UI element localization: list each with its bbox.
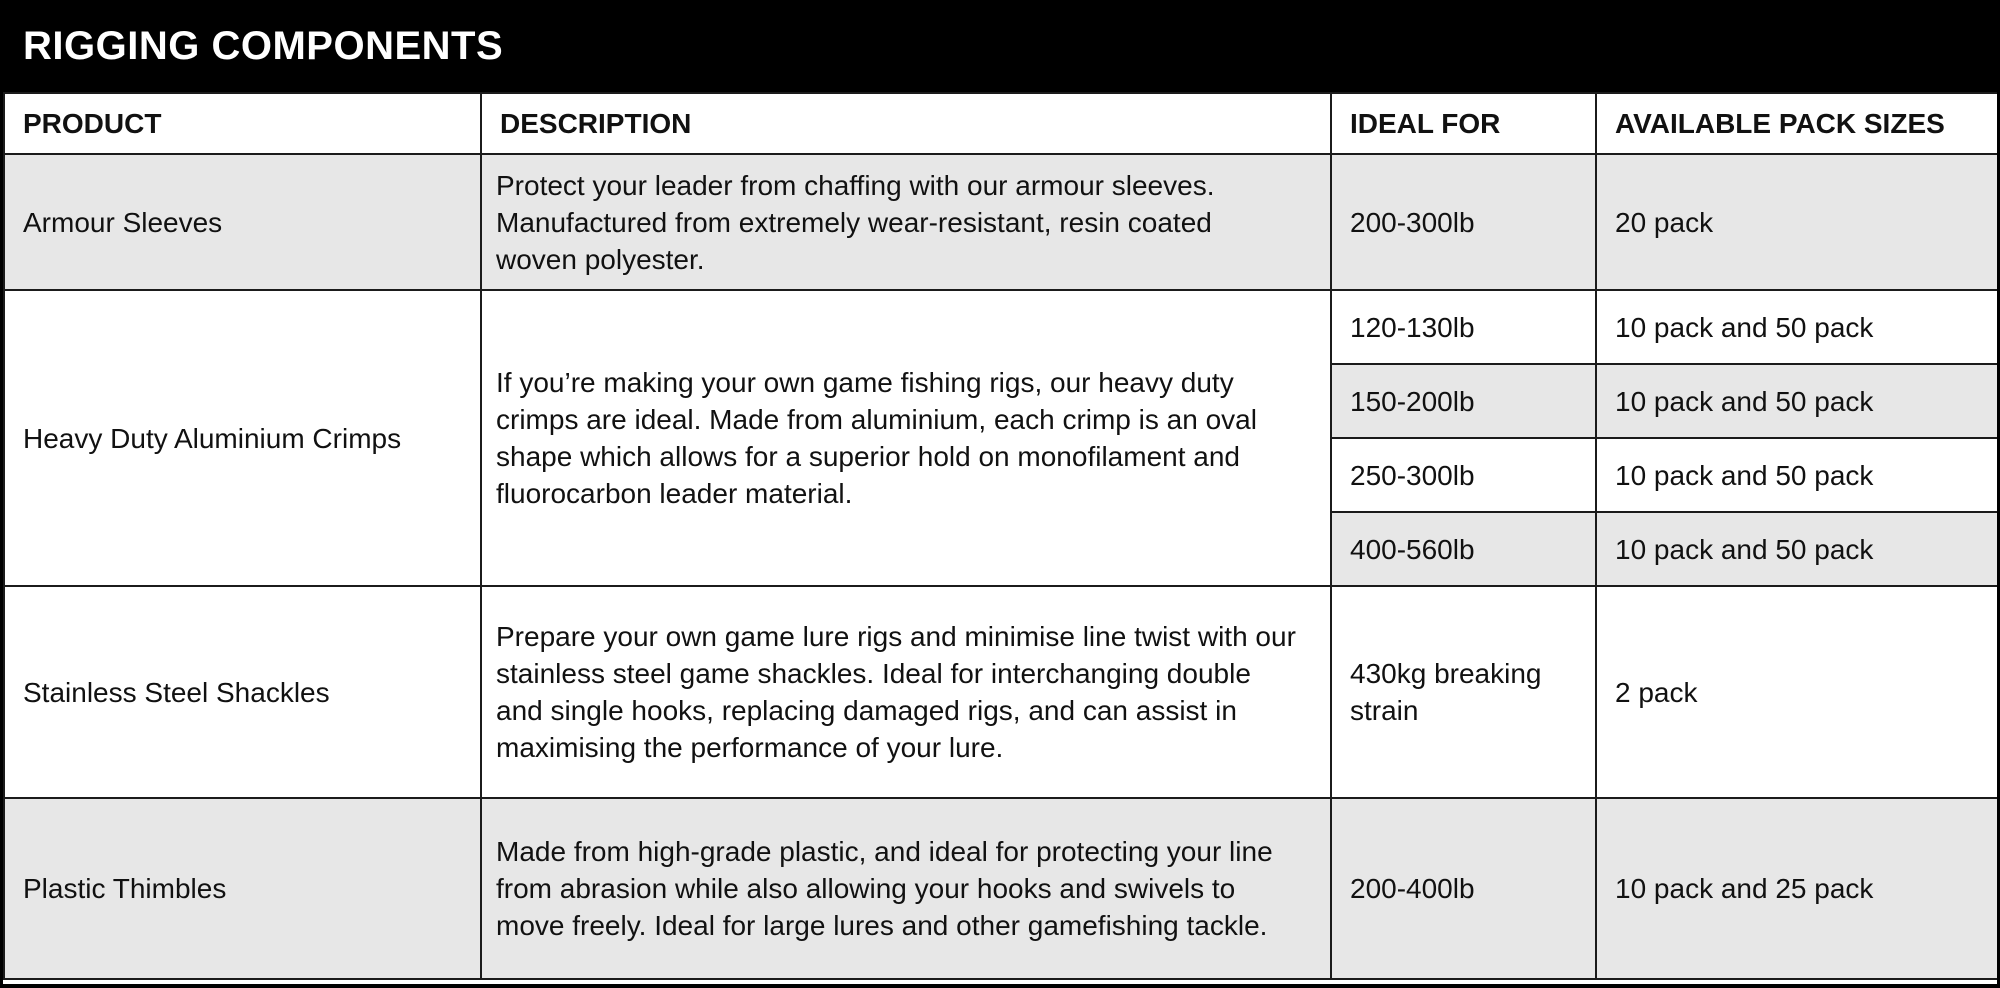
description-cell — [481, 798, 1331, 979]
table-row — [4, 586, 2000, 798]
table-row — [4, 154, 2000, 290]
pack-sizes-cell: 20 pack — [1596, 154, 2000, 290]
pack-sizes-cell: 10 pack and 50 pack — [1596, 512, 2000, 586]
product-cell: Plastic Thimbles — [4, 798, 481, 979]
description-cell — [481, 154, 1331, 290]
rigging-components-table — [3, 92, 2000, 980]
pack-sizes-cell: 2 pack — [1596, 586, 2000, 798]
pack-sizes-cell: 10 pack and 50 pack — [1596, 364, 2000, 438]
ideal-for-cell: 150-200lb — [1331, 364, 1596, 438]
pack-sizes-cell: 10 pack and 50 pack — [1596, 438, 2000, 512]
description-text: If you’re making your own game fishing rigs, our heavy duty crimps are ideal. Made from aluminium, each crimp is an oval shape which allows for a superior hold on monofilament and fluorocarbon leader material. — [496, 367, 1257, 509]
page-title: RIGGING COMPONENTS — [23, 23, 504, 68]
description-cell — [481, 586, 1331, 798]
description-text: Made from high-grade plastic, and ideal for protecting your line from abrasion while also allowing your hooks and swivels to move freely. Ideal for large lures and other gamefishing tackle. — [496, 836, 1273, 941]
pack-sizes-cell: 10 pack and 25 pack — [1596, 798, 2000, 979]
ideal-for-cell: 120-130lb — [1331, 290, 1596, 364]
section-title-bar — [3, 0, 1997, 92]
column-header-description: DESCRIPTION — [481, 93, 1331, 154]
column-header-ideal-for: IDEAL FOR — [1331, 93, 1596, 154]
product-cell: Stainless Steel Shackles — [4, 586, 481, 798]
ideal-for-cell: 200-400lb — [1331, 798, 1596, 979]
description-cell — [481, 290, 1331, 586]
column-header-pack-sizes: AVAILABLE PACK SIZES — [1596, 93, 2000, 154]
table-header-row — [4, 93, 2000, 154]
pack-sizes-cell: 10 pack and 50 pack — [1596, 290, 2000, 364]
ideal-for-cell: 250-300lb — [1331, 438, 1596, 512]
ideal-for-cell: 430kg breaking strain — [1331, 586, 1596, 798]
product-cell: Armour Sleeves — [4, 154, 481, 290]
table-row — [4, 798, 2000, 979]
ideal-for-cell: 400-560lb — [1331, 512, 1596, 586]
ideal-for-cell: 200-300lb — [1331, 154, 1596, 290]
table-row — [4, 290, 2000, 364]
description-text: Protect your leader from chaffing with our armour sleeves. Manufactured from extremely wear-resistant, resin coated woven polyester. — [496, 169, 1215, 275]
description-text: Prepare your own game lure rigs and minimise line twist with our stainless steel game shackles. Ideal for interchanging double and single hooks, replacing damaged rigs, and can assist in maximising the performance of your lure. — [496, 621, 1296, 763]
column-header-product: PRODUCT — [4, 93, 481, 154]
product-cell: Heavy Duty Aluminium Crimps — [4, 290, 481, 586]
